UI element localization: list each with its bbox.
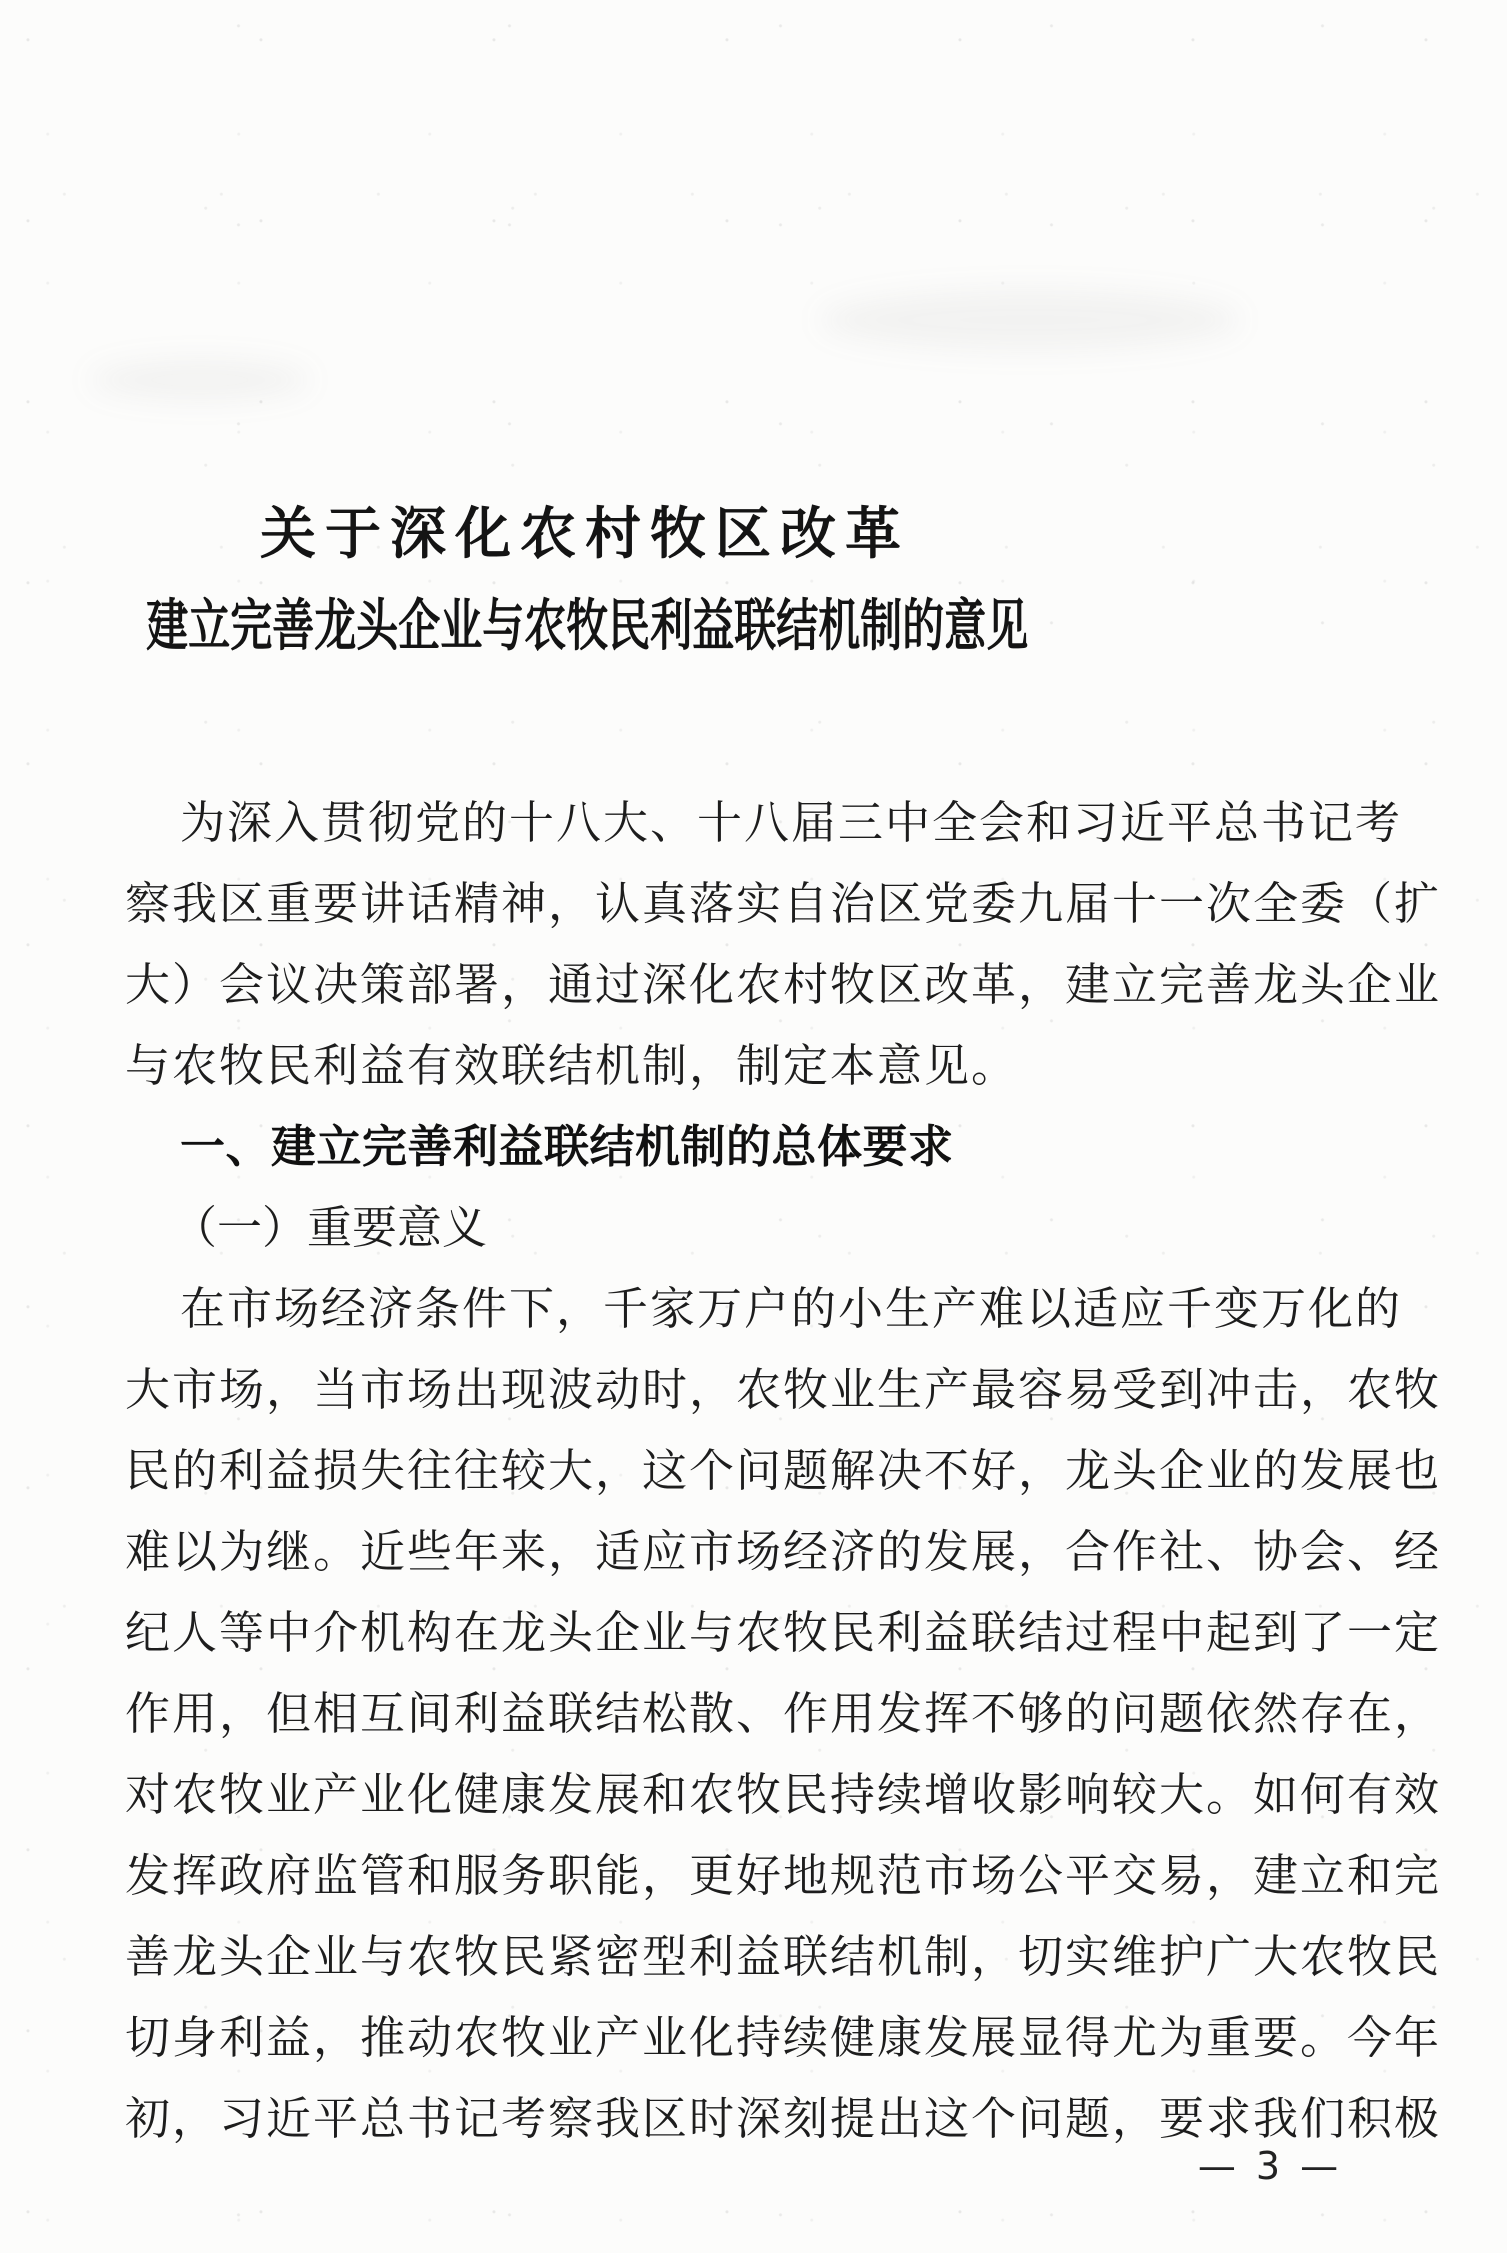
text-line: 初，习近平总书记考察我区时深刻提出这个问题，要求我们积极: [125, 2092, 1442, 2145]
text-line: 大）会议决策部署，通过深化农村牧区改革，建立完善龙头企业: [125, 958, 1442, 1011]
text-line: 为深入贯彻党的十八大、十八届三中全会和习近平总书记考: [180, 796, 1403, 849]
section-1-paragraph: [125, 1268, 1442, 2159]
text-line: 对农牧业产业化健康发展和农牧民持续增收影响较大。如何有效: [125, 1768, 1442, 1821]
text-line: 作用，但相互间利益联结松散、作用发挥不够的问题依然存在，: [125, 1687, 1442, 1740]
text-line: 纪人等中介机构在龙头企业与农牧民利益联结过程中起到了一定: [125, 1606, 1442, 1659]
text-line: 察我区重要讲话精神，认真落实自治区党委九届十一次全委（扩: [125, 877, 1442, 930]
intro-paragraph: [125, 782, 1442, 1106]
document-body: [125, 782, 1442, 2159]
text-line: 善龙头企业与农牧民紧密型利益联结机制，切实维护广大农牧民: [125, 1930, 1442, 1983]
text-line: 民的利益损失往往较大，这个问题解决不好，龙头企业的发展也: [125, 1444, 1442, 1497]
document-title: [0, 500, 1170, 662]
text-line: 难以为继。近些年来，适应市场经济的发展，合作社、协会、经: [125, 1525, 1442, 1578]
text-line: 发挥政府监管和服务职能，更好地规范市场公平交易，建立和完: [125, 1849, 1442, 1902]
section-1-subheading: （一）重要意义: [172, 1201, 488, 1254]
document-title-line-1: 关于深化农村牧区改革: [260, 502, 910, 567]
text-line: 与农牧民利益有效联结机制，制定本意见。: [125, 1039, 1019, 1092]
text-line: 大市场，当市场出现波动时，农牧业生产最容易受到冲击，农牧: [125, 1363, 1442, 1416]
text-line: 在市场经济条件下，千家万户的小生产难以适应千变万化的: [180, 1282, 1403, 1335]
scan-smudge-artifact: [820, 290, 1240, 350]
section-1-heading: 一、建立完善利益联结机制的总体要求: [180, 1120, 954, 1173]
text-line: 切身利益，推动农牧业产业化持续健康发展显得尤为重要。今年: [125, 2011, 1442, 2064]
page-number: — 3 —: [1197, 2144, 1343, 2188]
document-title-line-2: 建立完善龙头企业与农牧民利益联结机制的意见: [146, 594, 1029, 659]
scan-smudge-artifact: [90, 360, 310, 400]
